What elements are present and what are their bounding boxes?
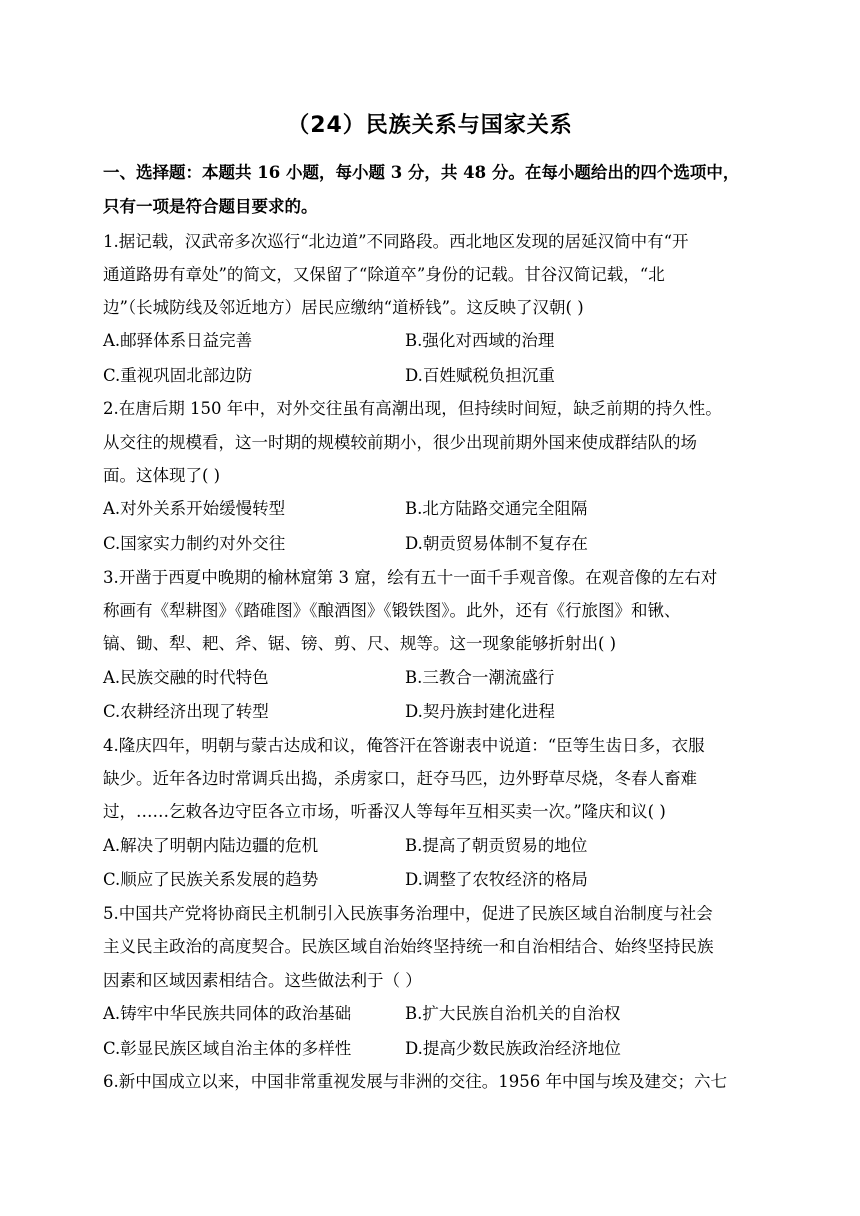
question-1-option-d: D.百姓赋税负担沉重 (405, 366, 555, 385)
question-5-option-a: A.铸牢中华民族共同体的政治基础 (103, 1004, 352, 1023)
question-1-text-line-1: 1.据记载，汉武帝多次巡行“北边道”不同路段。西北地区发现的居延汉简中有“开 (103, 232, 689, 251)
question-4-text-line-3: 过，……乞敕各边守臣各立市场，听番汉人等每年互相买卖一次。”隆庆和议( ) (103, 802, 666, 821)
question-1-option-b: B.强化对西域的治理 (405, 331, 555, 350)
question-2-text-line-3: 面。这体现了( ) (103, 466, 221, 485)
question-4-text-line-2: 缺少。近年各边时常调兵出捣，杀虏家口，赶夺马匹，边外野草尽烧，冬春人畜难 (103, 769, 697, 788)
question-2-option-d: D.朝贡贸易体制不复存在 (405, 534, 588, 553)
page-title: （24）民族关系与国家关系 (287, 113, 573, 138)
question-1-text-line-2: 通道路毋有章处”的简文，又保留了“除道卒”身份的记载。甘谷汉简记载，“北 (103, 265, 665, 284)
question-5-option-b: B.扩大民族自治机关的自治权 (405, 1004, 621, 1023)
question-5-option-d: D.提高少数民族政治经济地位 (405, 1039, 621, 1058)
question-4-text-line-1: 4.隆庆四年，明朝与蒙古达成和议，俺答汗在答谢表中说道：“臣等生齿日多，衣服 (103, 736, 705, 755)
question-3-text-line-3: 镐、锄、犁、耙、斧、锯、镑、剪、尺、规等。这一现象能够折射出( ) (103, 634, 617, 653)
question-5-text-line-3: 因素和区域因素相结合。这些做法利于（ ） (103, 971, 422, 990)
question-5-text-line-2: 主义民主政治的高度契合。民族区域自治始终坚持统一和自治相结合、始终坚持民族 (103, 937, 714, 956)
question-2-option-c: C.国家实力制约对外交往 (103, 534, 286, 553)
question-2-text-line-1: 2.在唐后期 150 年中，对外交往虽有高潮出现，但持续时间短，缺乏前期的持久性。 (103, 399, 722, 418)
question-6-text-line-1: 6.新中国成立以来，中国非常重视发展与非洲的交往。1956 年中国与埃及建交；六七 (103, 1072, 727, 1091)
question-3-text-line-1: 3.开凿于西夏中晚期的榆林窟第 3 窟，绘有五十一面千手观音像。在观音像的左右对 (103, 568, 718, 587)
question-3-option-c: C.农耕经济出现了转型 (103, 702, 269, 721)
question-5-text-line-1: 5.中国共产党将协商民主机制引入民族事务治理中，促进了民族区域自治制度与社会 (103, 904, 713, 923)
question-4-option-b: B.提高了朝贡贸易的地位 (405, 836, 588, 855)
question-5-option-c: C.彰显民族区域自治主体的多样性 (103, 1039, 352, 1058)
question-4-option-d: D.调整了农牧经济的格局 (405, 870, 588, 889)
question-3-option-d: D.契丹族封建化进程 (405, 702, 555, 721)
question-3-option-b: B.三教合一潮流盛行 (405, 668, 555, 687)
question-4-option-c: C.顺应了民族关系发展的趋势 (103, 870, 319, 889)
question-4-option-a: A.解决了明朝内陆边疆的危机 (103, 836, 319, 855)
question-3-text-line-2: 称画有《犁耕图》《踏碓图》《酿酒图》《锻铁图》。此外，还有《行旅图》和锹、 (103, 601, 681, 620)
question-1-text-line-3: 边”（长城防线及邻近地方）居民应缴纳“道桥钱”。这反映了汉朝( ) (103, 298, 584, 317)
question-1-option-a: A.邮驿体系日益完善 (103, 331, 253, 350)
section-instructions-line-1: 一、选择题：本题共 16 小题，每小题 3 分，共 48 分。在每小题给出的四个选项中， (103, 163, 740, 182)
question-3-option-a: A.民族交融的时代特色 (103, 668, 269, 687)
question-1-option-c: C.重视巩固北部边防 (103, 366, 253, 385)
question-2-option-b: B.北方陆路交通完全阻隔 (405, 499, 588, 518)
question-2-option-a: A.对外关系开始缓慢转型 (103, 499, 286, 518)
section-instructions-line-2: 只有一项是符合题目要求的。 (103, 197, 318, 216)
question-2-text-line-2: 从交往的规模看，这一时期的规模较前期小，很少出现前期外国来使成群结队的场 (103, 433, 697, 452)
